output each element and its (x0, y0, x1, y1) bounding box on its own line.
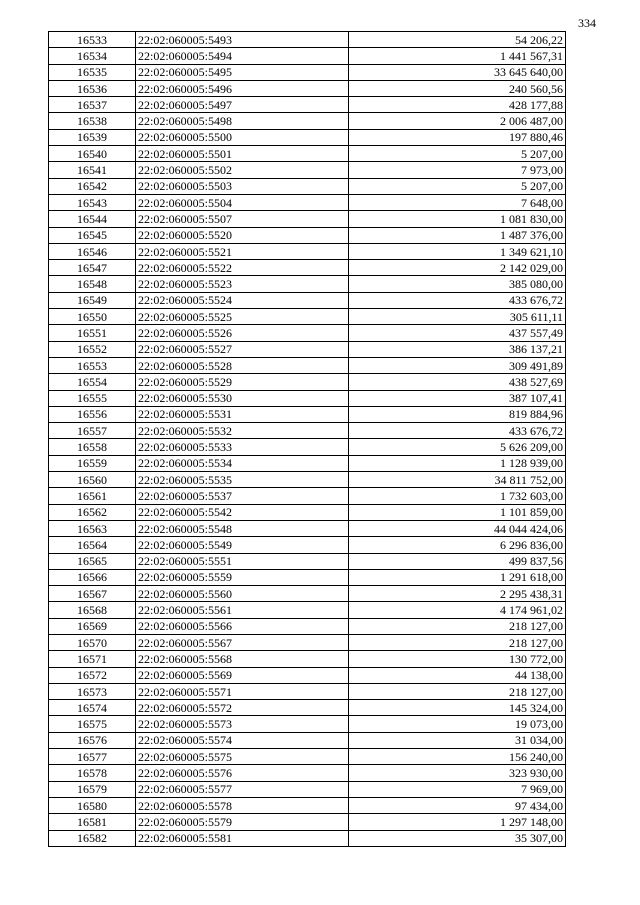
cadastral-value-cell: 309 491,89 (349, 357, 566, 373)
cadastral-number-cell: 22:02:060005:5573 (136, 716, 349, 732)
cadastral-number-cell: 22:02:060005:5496 (136, 80, 349, 96)
cadastral-number-cell: 22:02:060005:5581 (136, 830, 349, 846)
table-row (49, 243, 566, 259)
row-number-cell: 16546 (49, 243, 136, 259)
cadastral-number-cell: 22:02:060005:5526 (136, 325, 349, 341)
table-row (49, 749, 566, 765)
cadastral-number-cell: 22:02:060005:5521 (136, 243, 349, 259)
cadastral-number-cell: 22:02:060005:5527 (136, 341, 349, 357)
cadastral-number-cell: 22:02:060005:5559 (136, 569, 349, 585)
cadastral-number-cell: 22:02:060005:5571 (136, 683, 349, 699)
cadastral-value-cell: 5 207,00 (349, 178, 566, 194)
cadastral-value-cell: 7 648,00 (349, 194, 566, 210)
table-row (49, 634, 566, 650)
cadastral-number-cell: 22:02:060005:5503 (136, 178, 349, 194)
row-number-cell: 16553 (49, 357, 136, 373)
table-row (49, 472, 566, 488)
table-row (49, 292, 566, 308)
row-number-cell: 16578 (49, 765, 136, 781)
table-row (49, 309, 566, 325)
cadastral-number-cell: 22:02:060005:5542 (136, 504, 349, 520)
row-number-cell: 16560 (49, 472, 136, 488)
row-number-cell: 16537 (49, 97, 136, 113)
row-number-cell: 16576 (49, 732, 136, 748)
cadastral-value-cell: 2 295 438,31 (349, 586, 566, 602)
table-row (49, 406, 566, 422)
row-number-cell: 16551 (49, 325, 136, 341)
cadastral-number-cell: 22:02:060005:5525 (136, 309, 349, 325)
table-row (49, 439, 566, 455)
cadastral-value-cell: 7 973,00 (349, 162, 566, 178)
table-row (49, 48, 566, 64)
cadastral-number-cell: 22:02:060005:5501 (136, 146, 349, 162)
row-number-cell: 16564 (49, 537, 136, 553)
cadastral-number-cell: 22:02:060005:5520 (136, 227, 349, 243)
table-row (49, 260, 566, 276)
cadastral-value-cell: 44 138,00 (349, 667, 566, 683)
cadastral-number-cell: 22:02:060005:5551 (136, 553, 349, 569)
cadastral-value-cell: 7 969,00 (349, 781, 566, 797)
cadastral-value-cell: 5 207,00 (349, 146, 566, 162)
row-number-cell: 16550 (49, 309, 136, 325)
cadastral-number-cell: 22:02:060005:5569 (136, 667, 349, 683)
table-row (49, 423, 566, 439)
cadastral-value-cell: 6 296 836,00 (349, 537, 566, 553)
table-row (49, 113, 566, 129)
cadastral-number-cell: 22:02:060005:5522 (136, 260, 349, 276)
table-row (49, 504, 566, 520)
table-row (49, 586, 566, 602)
table-row (49, 227, 566, 243)
cadastral-number-cell: 22:02:060005:5533 (136, 439, 349, 455)
cadastral-value-cell: 323 930,00 (349, 765, 566, 781)
cadastral-value-cell: 19 073,00 (349, 716, 566, 732)
cadastral-value-cell: 218 127,00 (349, 634, 566, 650)
cadastral-value-cell: 97 434,00 (349, 797, 566, 813)
cadastral-number-cell: 22:02:060005:5524 (136, 292, 349, 308)
row-number-cell: 16545 (49, 227, 136, 243)
table-row (49, 537, 566, 553)
row-number-cell: 16533 (49, 32, 136, 48)
cadastral-value-cell: 4 174 961,02 (349, 602, 566, 618)
row-number-cell: 16577 (49, 749, 136, 765)
table-row (49, 797, 566, 813)
cadastral-number-cell: 22:02:060005:5579 (136, 814, 349, 830)
cadastral-value-cell: 1 349 621,10 (349, 243, 566, 259)
row-number-cell: 16565 (49, 553, 136, 569)
cadastral-value-cell: 156 240,00 (349, 749, 566, 765)
cadastral-value-table (48, 31, 566, 847)
cadastral-value-cell: 2 006 487,00 (349, 113, 566, 129)
cadastral-value-cell: 33 645 640,00 (349, 64, 566, 80)
cadastral-value-cell: 1 487 376,00 (349, 227, 566, 243)
row-number-cell: 16554 (49, 374, 136, 390)
cadastral-value-cell: 54 206,22 (349, 32, 566, 48)
row-number-cell: 16571 (49, 651, 136, 667)
cadastral-value-cell: 1 441 567,31 (349, 48, 566, 64)
table-row (49, 602, 566, 618)
table-row (49, 553, 566, 569)
cadastral-number-cell: 22:02:060005:5578 (136, 797, 349, 813)
row-number-cell: 16579 (49, 781, 136, 797)
cadastral-number-cell: 22:02:060005:5534 (136, 455, 349, 471)
cadastral-number-cell: 22:02:060005:5528 (136, 357, 349, 373)
table-row (49, 781, 566, 797)
cadastral-number-cell: 22:02:060005:5560 (136, 586, 349, 602)
cadastral-number-cell: 22:02:060005:5507 (136, 211, 349, 227)
cadastral-number-cell: 22:02:060005:5566 (136, 618, 349, 634)
cadastral-value-cell: 35 307,00 (349, 830, 566, 846)
cadastral-value-cell: 145 324,00 (349, 700, 566, 716)
cadastral-value-cell: 1 101 859,00 (349, 504, 566, 520)
table-row (49, 178, 566, 194)
table-row (49, 146, 566, 162)
table-row (49, 455, 566, 471)
row-number-cell: 16575 (49, 716, 136, 732)
row-number-cell: 16539 (49, 129, 136, 145)
row-number-cell: 16556 (49, 406, 136, 422)
row-number-cell: 16563 (49, 520, 136, 536)
table-body (49, 32, 566, 847)
cadastral-number-cell: 22:02:060005:5495 (136, 64, 349, 80)
row-number-cell: 16569 (49, 618, 136, 634)
cadastral-value-cell: 433 676,72 (349, 292, 566, 308)
row-number-cell: 16557 (49, 423, 136, 439)
row-number-cell: 16536 (49, 80, 136, 96)
cadastral-number-cell: 22:02:060005:5502 (136, 162, 349, 178)
table-row (49, 390, 566, 406)
table-row (49, 357, 566, 373)
cadastral-value-cell: 1 291 618,00 (349, 569, 566, 585)
cadastral-number-cell: 22:02:060005:5572 (136, 700, 349, 716)
table-row (49, 162, 566, 178)
page-number: 334 (578, 16, 596, 30)
cadastral-number-cell: 22:02:060005:5497 (136, 97, 349, 113)
table-row (49, 651, 566, 667)
table-row (49, 276, 566, 292)
cadastral-value-cell: 44 044 424,06 (349, 520, 566, 536)
cadastral-number-cell: 22:02:060005:5532 (136, 423, 349, 439)
cadastral-value-cell: 499 837,56 (349, 553, 566, 569)
row-number-cell: 16543 (49, 194, 136, 210)
row-number-cell: 16561 (49, 488, 136, 504)
cadastral-value-cell: 1 128 939,00 (349, 455, 566, 471)
table-row (49, 211, 566, 227)
cadastral-number-cell: 22:02:060005:5529 (136, 374, 349, 390)
row-number-cell: 16558 (49, 439, 136, 455)
row-number-cell: 16581 (49, 814, 136, 830)
cadastral-number-cell: 22:02:060005:5504 (136, 194, 349, 210)
row-number-cell: 16544 (49, 211, 136, 227)
row-number-cell: 16538 (49, 113, 136, 129)
row-number-cell: 16552 (49, 341, 136, 357)
cadastral-value-cell: 428 177,88 (349, 97, 566, 113)
cadastral-number-cell: 22:02:060005:5577 (136, 781, 349, 797)
table-row (49, 129, 566, 145)
cadastral-value-cell: 1 081 830,00 (349, 211, 566, 227)
cadastral-number-cell: 22:02:060005:5576 (136, 765, 349, 781)
row-number-cell: 16547 (49, 260, 136, 276)
row-number-cell: 16580 (49, 797, 136, 813)
cadastral-value-cell: 34 811 752,00 (349, 472, 566, 488)
row-number-cell: 16582 (49, 830, 136, 846)
table-row (49, 732, 566, 748)
cadastral-number-cell: 22:02:060005:5548 (136, 520, 349, 536)
row-number-cell: 16534 (49, 48, 136, 64)
row-number-cell: 16555 (49, 390, 136, 406)
cadastral-value-cell: 130 772,00 (349, 651, 566, 667)
table-row (49, 32, 566, 48)
table-row (49, 716, 566, 732)
cadastral-value-cell: 819 884,96 (349, 406, 566, 422)
cadastral-value-cell: 31 034,00 (349, 732, 566, 748)
cadastral-value-cell: 218 127,00 (349, 618, 566, 634)
row-number-cell: 16549 (49, 292, 136, 308)
row-number-cell: 16562 (49, 504, 136, 520)
row-number-cell: 16568 (49, 602, 136, 618)
row-number-cell: 16567 (49, 586, 136, 602)
cadastral-value-cell: 5 626 209,00 (349, 439, 566, 455)
cadastral-value-cell: 197 880,46 (349, 129, 566, 145)
row-number-cell: 16535 (49, 64, 136, 80)
table-row (49, 520, 566, 536)
cadastral-number-cell: 22:02:060005:5535 (136, 472, 349, 488)
table-row (49, 667, 566, 683)
row-number-cell: 16572 (49, 667, 136, 683)
row-number-cell: 16540 (49, 146, 136, 162)
row-number-cell: 16542 (49, 178, 136, 194)
table-row (49, 830, 566, 846)
table-row (49, 683, 566, 699)
table-row (49, 325, 566, 341)
table-row (49, 618, 566, 634)
cadastral-value-cell: 305 611,11 (349, 309, 566, 325)
cadastral-number-cell: 22:02:060005:5537 (136, 488, 349, 504)
cadastral-value-cell: 385 080,00 (349, 276, 566, 292)
row-number-cell: 16570 (49, 634, 136, 650)
table-row (49, 488, 566, 504)
cadastral-value-cell: 386 137,21 (349, 341, 566, 357)
cadastral-number-cell: 22:02:060005:5575 (136, 749, 349, 765)
table-row (49, 97, 566, 113)
cadastral-value-cell: 433 676,72 (349, 423, 566, 439)
cadastral-value-cell: 438 527,69 (349, 374, 566, 390)
cadastral-value-cell: 240 560,56 (349, 80, 566, 96)
cadastral-number-cell: 22:02:060005:5494 (136, 48, 349, 64)
cadastral-value-cell: 1 297 148,00 (349, 814, 566, 830)
row-number-cell: 16559 (49, 455, 136, 471)
cadastral-value-cell: 387 107,41 (349, 390, 566, 406)
row-number-cell: 16573 (49, 683, 136, 699)
cadastral-value-cell: 218 127,00 (349, 683, 566, 699)
cadastral-number-cell: 22:02:060005:5561 (136, 602, 349, 618)
table-row (49, 765, 566, 781)
row-number-cell: 16566 (49, 569, 136, 585)
cadastral-number-cell: 22:02:060005:5531 (136, 406, 349, 422)
table-row (49, 341, 566, 357)
cadastral-number-cell: 22:02:060005:5568 (136, 651, 349, 667)
row-number-cell: 16574 (49, 700, 136, 716)
row-number-cell: 16541 (49, 162, 136, 178)
table-row (49, 569, 566, 585)
cadastral-number-cell: 22:02:060005:5549 (136, 537, 349, 553)
table-row (49, 700, 566, 716)
cadastral-value-cell: 1 732 603,00 (349, 488, 566, 504)
table-row (49, 80, 566, 96)
cadastral-number-cell: 22:02:060005:5500 (136, 129, 349, 145)
table-row (49, 64, 566, 80)
cadastral-number-cell: 22:02:060005:5530 (136, 390, 349, 406)
cadastral-number-cell: 22:02:060005:5498 (136, 113, 349, 129)
cadastral-value-cell: 2 142 029,00 (349, 260, 566, 276)
cadastral-number-cell: 22:02:060005:5523 (136, 276, 349, 292)
table-row (49, 374, 566, 390)
table-row (49, 814, 566, 830)
row-number-cell: 16548 (49, 276, 136, 292)
cadastral-number-cell: 22:02:060005:5493 (136, 32, 349, 48)
cadastral-number-cell: 22:02:060005:5574 (136, 732, 349, 748)
cadastral-value-cell: 437 557,49 (349, 325, 566, 341)
cadastral-number-cell: 22:02:060005:5567 (136, 634, 349, 650)
table-row (49, 194, 566, 210)
